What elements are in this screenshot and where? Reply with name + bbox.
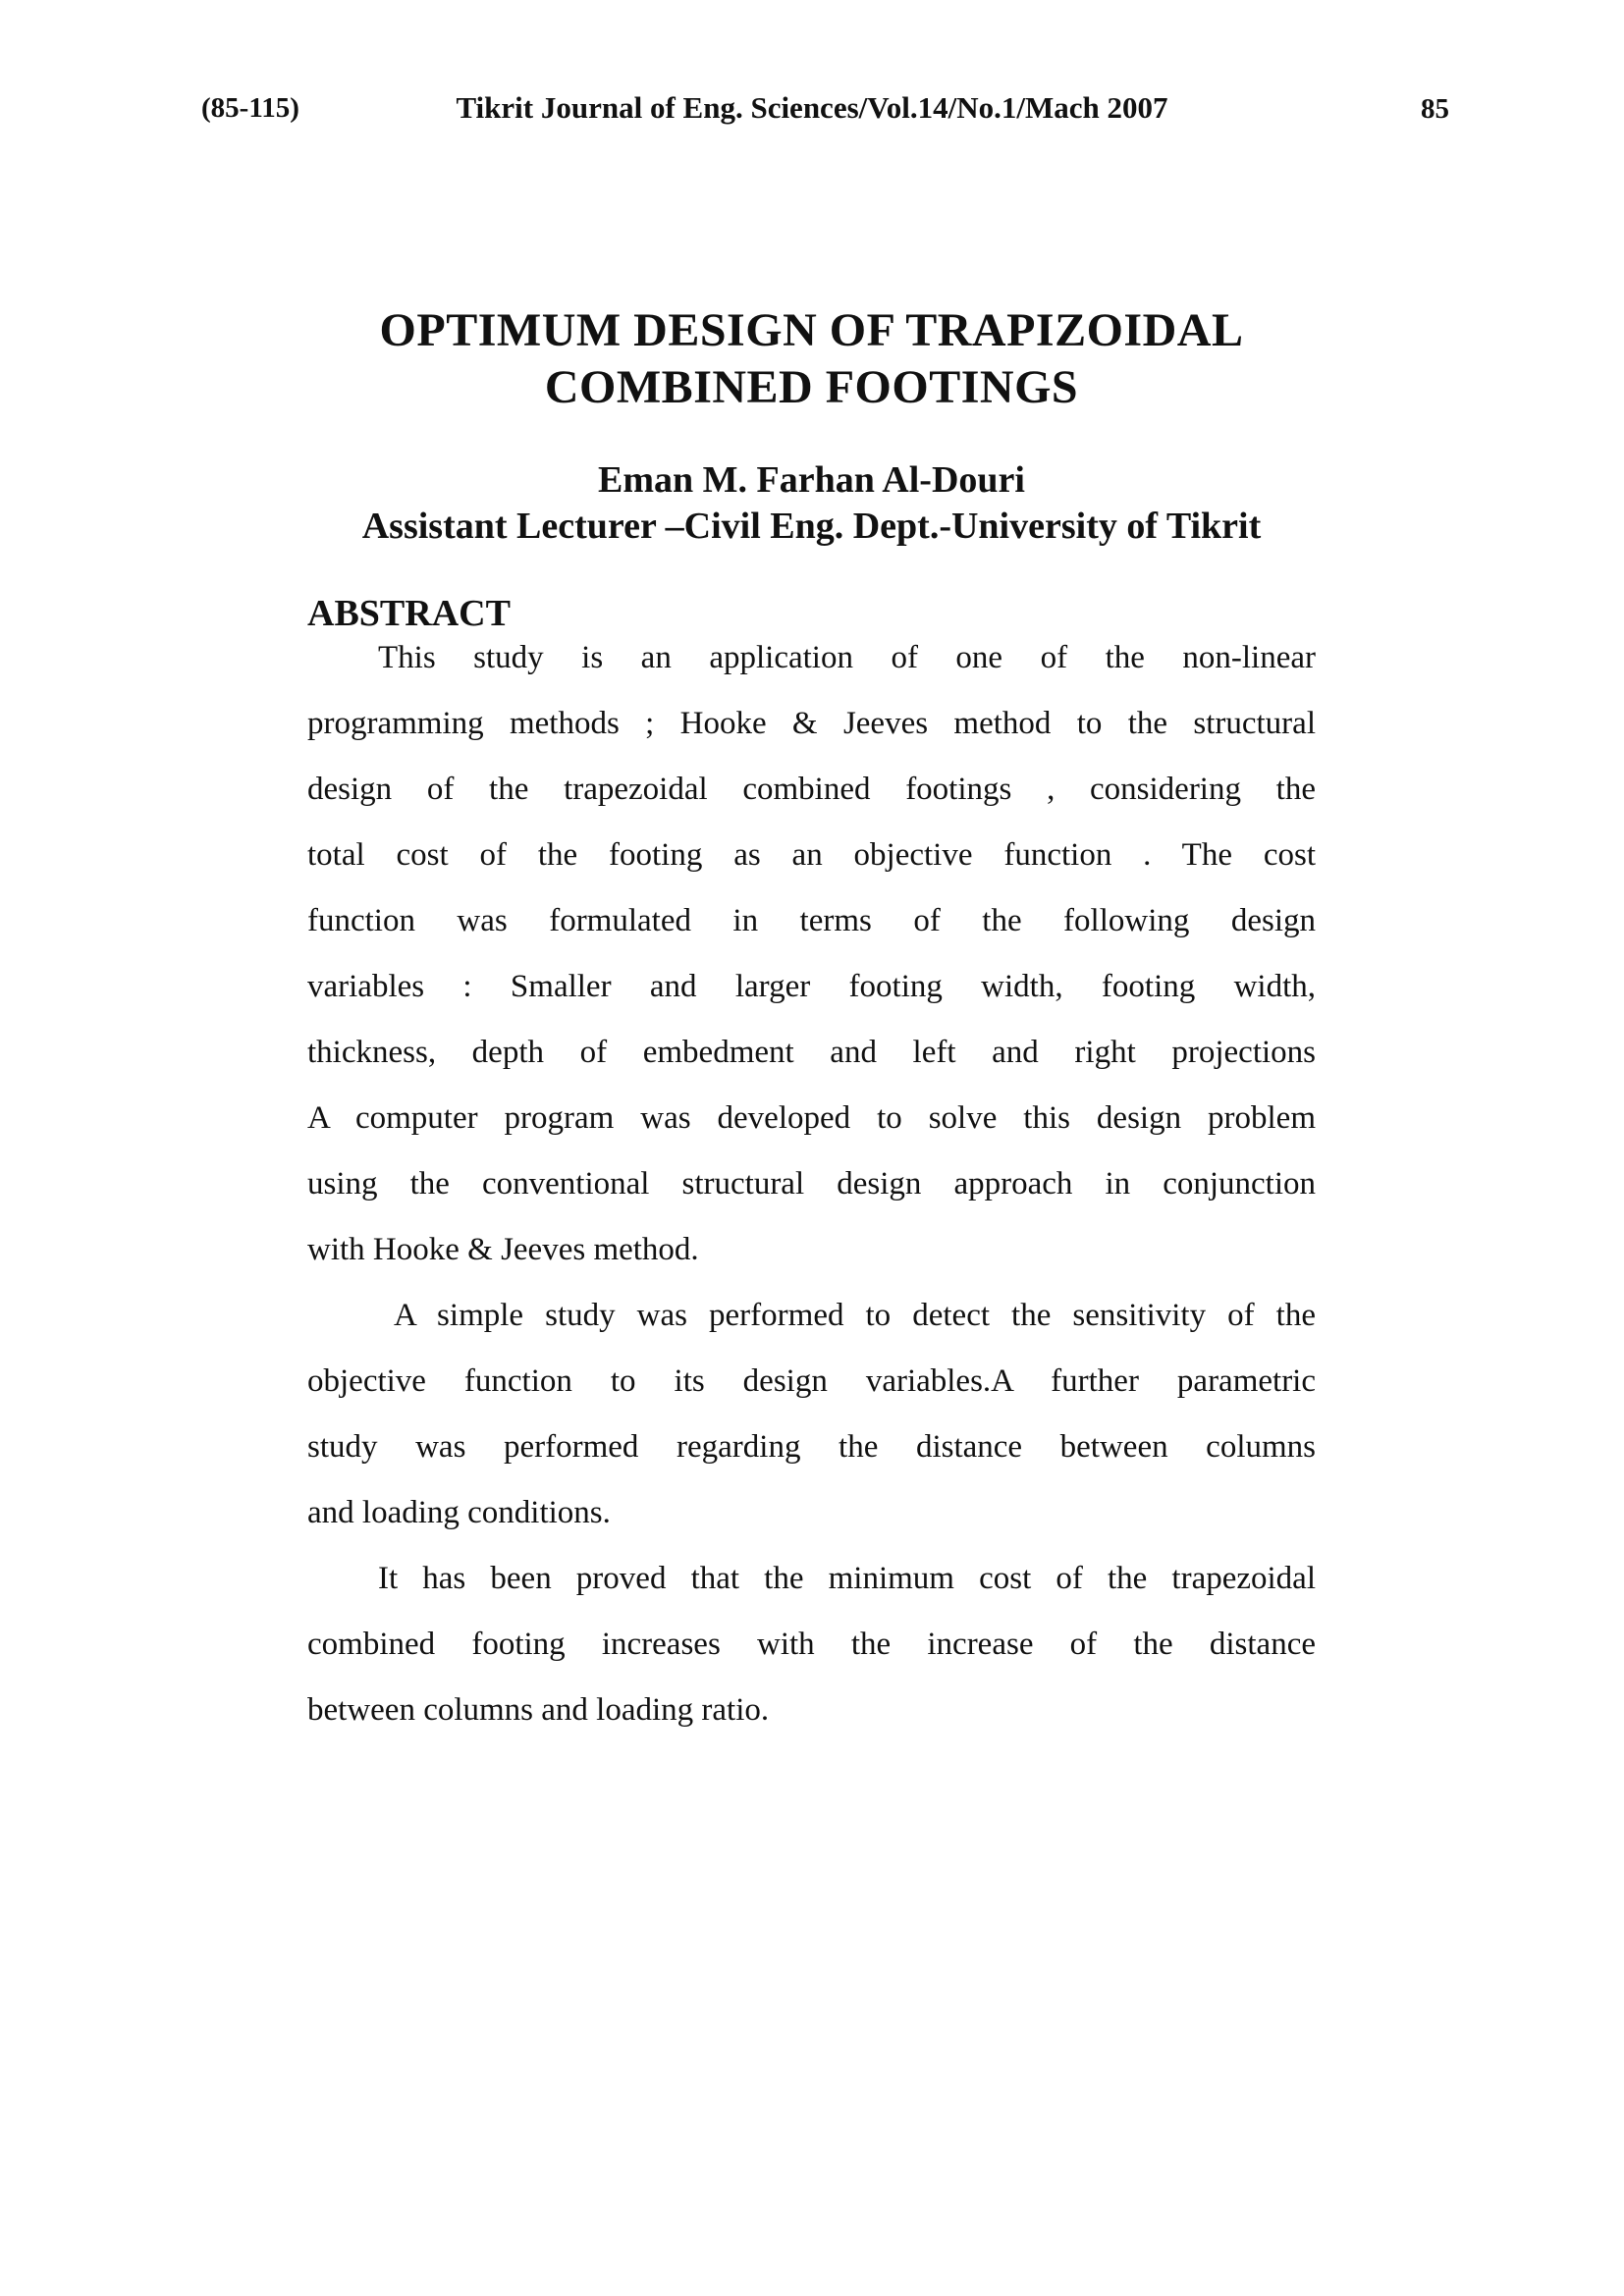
abstract-line: A simple study was performed to detect the sensitivity of the xyxy=(394,1298,1316,1333)
journal-title: Tikrit Journal of Eng. Sciences/Vol.14/No.1/Mach 2007 xyxy=(456,90,1168,125)
abstract-line: objective function to its design variables.A further parametric xyxy=(307,1363,1316,1399)
abstract-line: function was formulated in terms of the following design xyxy=(307,903,1316,938)
page-number: 85 xyxy=(1421,93,1449,125)
abstract-body xyxy=(307,625,1316,1743)
abstract-line: This study is an application of one of the non-linear xyxy=(378,640,1316,675)
abstract-line: variables : Smaller and larger footing width, footing width, xyxy=(307,969,1316,1004)
abstract-line: using the conventional structural design approach in conjunction xyxy=(307,1166,1316,1201)
abstract-line: thickness, depth of embedment and left and right projections xyxy=(307,1035,1316,1070)
article-title-line1: OPTIMUM DESIGN OF TRAPIZOIDAL xyxy=(379,304,1244,356)
abstract-line: combined footing increases with the increase of the distance xyxy=(307,1627,1316,1662)
author-affiliation: Assistant Lecturer –Civil Eng. Dept.-University of Tikrit xyxy=(361,506,1262,547)
author-name: Eman M. Farhan Al-Douri xyxy=(598,459,1025,501)
abstract-line: A computer program was developed to solve this design problem xyxy=(307,1100,1316,1136)
article-title xyxy=(307,302,1316,416)
article-pages-range: (85-115) xyxy=(201,92,299,124)
abstract-line: study was performed regarding the distance between columns xyxy=(307,1429,1316,1465)
abstract-line: and loading conditions. xyxy=(307,1495,611,1530)
article-title-line2: COMBINED FOOTINGS xyxy=(544,361,1079,413)
abstract-line: between columns and loading ratio. xyxy=(307,1692,770,1728)
abstract-line: with Hooke & Jeeves method. xyxy=(307,1232,699,1267)
abstract-line: It has been proved that the minimum cost of the trapezoidal xyxy=(378,1561,1316,1596)
abstract-line: total cost of the footing as an objective function . The cost xyxy=(307,837,1316,873)
abstract-heading: ABSTRACT xyxy=(307,593,511,634)
author-block xyxy=(307,457,1316,550)
running-head xyxy=(0,90,1624,133)
abstract-line: design of the trapezoidal combined footings , considering the xyxy=(307,772,1316,807)
abstract-line: programming methods ; Hooke & Jeeves method to the structural xyxy=(307,706,1316,741)
